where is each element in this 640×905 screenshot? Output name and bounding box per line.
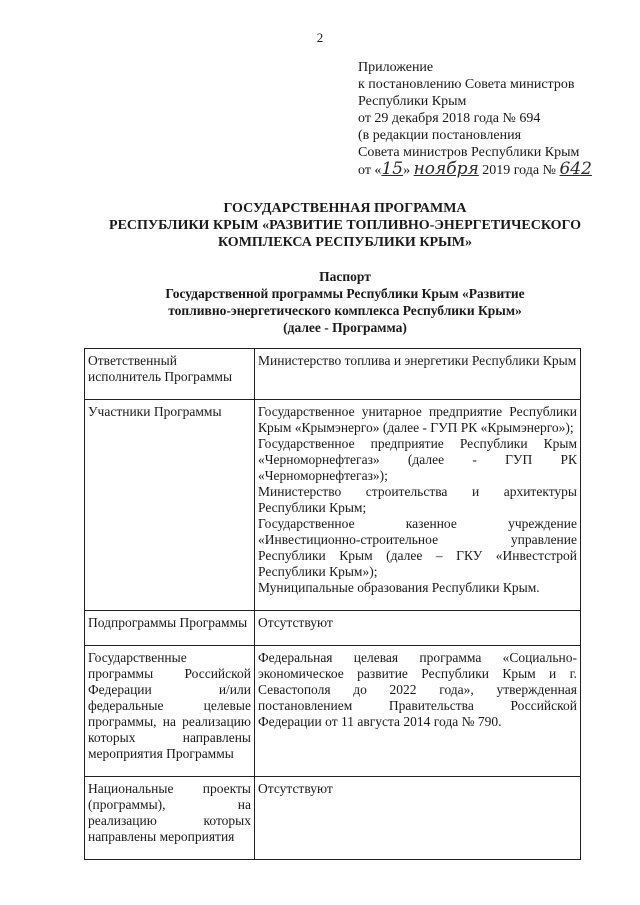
handwritten-day: 15 [381,159,404,179]
title-line: РЕСПУБЛИКИ КРЫМ «РАЗВИТИЕ ТОПЛИВНО-ЭНЕРГЕТИЧЕСКОГО [109,218,581,233]
row-label: Подпрограммы Программы [85,611,255,646]
title-line: КОМПЛЕКСА РЕСПУБЛИКИ КРЫМ» [218,235,472,250]
row-value: Отсутствуют [255,777,581,860]
subtitle-line: топливно-энергетического комплекса Республики Крым» [168,303,522,318]
annex-line: Совета министров Республики Крым [358,145,580,160]
title-line: ГОСУДАРСТВЕННАЯ ПРОГРАММА [223,201,467,216]
program-title [60,200,630,251]
annex-date-line [358,161,628,179]
table-row [85,611,581,646]
row-value: Федеральная целевая программа «Социально-экономическое развитие Республики Крым и г. Севастополя до 2022 года», утвержденная постановлением Правительства Российской Федерации от 11 августа 2014 года № 790. [255,646,581,777]
table-row [85,646,581,777]
row-value: Государственное унитарное предприятие Республики Крым «Крымэнерго» (далее - ГУП РК «Крымэнерго»); Государственное предприятие Республики Крым «Черноморнефтегаз» (далее - ГУП РК «Черноморнефтегаз»); Министерство строительства и архитектуры Республики Крым; Государственное казенное учреждение «Инвестиционно-строительное управление Республики Крым (далее – ГКУ «Инвестстрой Республики Крым»); Муниципальные образования Республики Крым. [255,400,581,611]
annex-line: (в редакции постановления [358,128,522,143]
row-label: Ответственный исполнитель Программы [85,349,255,400]
annex-line: к постановлению Совета министров [358,77,575,92]
table-row [85,349,581,400]
subtitle-line: Паспорт [319,269,371,284]
row-label: Национальные проекты (программы), на реализацию которых направлены мероприятия [85,777,255,860]
subtitle-line: Государственной программы Республики Крым «Развитие [165,286,525,301]
date-mid: » [403,163,414,178]
date-prefix: от « [358,163,382,178]
row-label: Государственные программы Российской Федерации и/или федеральные целевые программы, на реализацию которых направлены мероприятия Программы [85,646,255,777]
row-value: Отсутствуют [255,611,581,646]
page-number: 2 [316,30,324,45]
table-row [85,400,581,611]
handwritten-month: ноября [413,159,479,179]
row-label: Участники Программы [85,400,255,611]
date-year: 2019 года № [478,163,560,178]
annex-block [358,59,628,179]
table-row [85,777,581,860]
subtitle-line: (далее - Программа) [283,320,407,335]
annex-line: от 29 декабря 2018 года № 694 [358,111,541,126]
row-value: Министерство топлива и энергетики Республики Крым [255,349,581,400]
handwritten-number: 642 [559,159,592,179]
passport-title [60,268,630,336]
passport-table [84,348,581,860]
annex-line: Республики Крым [358,94,467,109]
annex-line: Приложение [358,60,434,75]
